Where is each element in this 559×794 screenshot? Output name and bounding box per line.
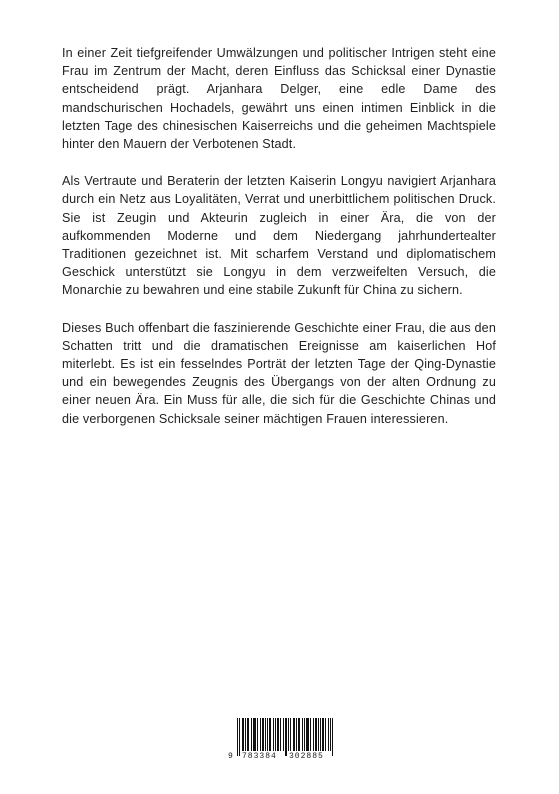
barcode-bar (243, 718, 244, 751)
barcode-bar (307, 718, 308, 751)
barcode-bar (275, 718, 276, 751)
barcode-bar (304, 718, 305, 751)
blurb-paragraph-2: Als Vertraute und Beraterin der letzten Kaiserin Longyu navigiert Arjanhara durch ein Netz aus Loyalitäten, Verrat und unerbittlichem politischen Druck. Sie ist Zeugin und Akteurin zugleich in einer Ära, die von der aufkommenden Moderne und dem Niedergang jahrhundertealter Traditionen gezeichnet ist. Mit scharfem Verstand und diplomatischem Geschick unterstützt sie Longyu in dem verzweifelten Versuch, die Monarchie zu bewahren und eine stabile Zukunft für China zu sichern. (62, 174, 496, 298)
blurb-paragraph-1: In einer Zeit tiefgreifender Umwälzungen und politischer Intrigen steht eine Frau im Zentrum der Macht, deren Einfluss das Schicksal einer Dynastie entscheidend prägt. Arjanhara Delger, eine edle Dame des mandschurischen Hochadels, gewährt uns einen intimen Einblick in die letzten Tage des chinesischen Kaiserreichs und die geheimen Machtspiele hinter den Mauern der Verbotenen Stadt. (62, 46, 496, 152)
barcode-bar (285, 718, 286, 756)
barcode-bar (318, 718, 319, 751)
isbn-barcode (226, 716, 334, 768)
barcode-bar (269, 718, 270, 751)
barcode-bar (254, 718, 255, 751)
barcode-bar (315, 718, 316, 751)
barcode-bar (313, 718, 314, 751)
barcode-bar (280, 718, 281, 751)
barcode-bar (255, 718, 256, 751)
barcode-bar (316, 718, 317, 751)
barcode-bar (288, 718, 289, 751)
barcode-bar (302, 718, 303, 751)
barcode-bar (328, 718, 329, 751)
barcode-bar (239, 718, 240, 756)
barcode-bar (242, 718, 243, 751)
barcode-bar (310, 718, 311, 751)
barcode-bar (265, 718, 266, 751)
barcode-bar (267, 718, 268, 751)
barcode-bar (248, 718, 249, 751)
barcode-digit-group-2: 302885 (289, 752, 324, 761)
barcode-digit-group-1: 783384 (242, 752, 277, 761)
barcode-lead-digit: 9 (228, 752, 233, 761)
barcode-bar (320, 718, 321, 751)
barcode-bar (257, 718, 258, 751)
barcode-bar (278, 718, 279, 751)
barcode-bar (245, 718, 246, 751)
barcode-bar (286, 718, 287, 756)
barcode-bar (283, 718, 284, 751)
barcode-bar (273, 718, 274, 751)
barcode-bar (306, 718, 307, 751)
barcode-bar (322, 718, 323, 751)
back-cover-text (62, 44, 496, 447)
barcode-bar (296, 718, 297, 751)
barcode-bar (332, 718, 333, 756)
blurb-paragraph-3: Dieses Buch offenbart die faszinierende Geschichte einer Frau, die aus den Schatten tritt und die dramatischen Ereignisse am kaiserlichen Hof miterlebt. Es ist ein fesselndes Porträt der letzten Tage der Qing-Dynastie und ein bewegendes Zeugnis des Übergangs von der alten Ordnung zu einer neuen Ära. Ein Muss für alle, die sich für die Geschichte Chinas und die verborgenen Schicksale seiner mächtigen Frauen interessieren. (62, 320, 496, 426)
barcode-bar (262, 718, 263, 751)
barcode-bar (251, 718, 252, 751)
barcode-bar (323, 718, 324, 751)
barcode-bar (270, 718, 271, 751)
barcode-bar (325, 718, 326, 751)
barcode-bar (293, 718, 294, 751)
barcode-bar (299, 718, 300, 751)
barcode-bar (253, 718, 254, 751)
barcode-bar (237, 718, 238, 756)
barcode-bar (308, 718, 309, 751)
barcode-bar (260, 718, 261, 751)
barcode-bar (298, 718, 299, 751)
barcode-bar (277, 718, 278, 751)
barcode-bar (294, 718, 295, 751)
barcode-bar (330, 718, 331, 751)
barcode-bar (247, 718, 248, 751)
barcode-bar (290, 718, 291, 751)
barcode-bar (263, 718, 264, 751)
